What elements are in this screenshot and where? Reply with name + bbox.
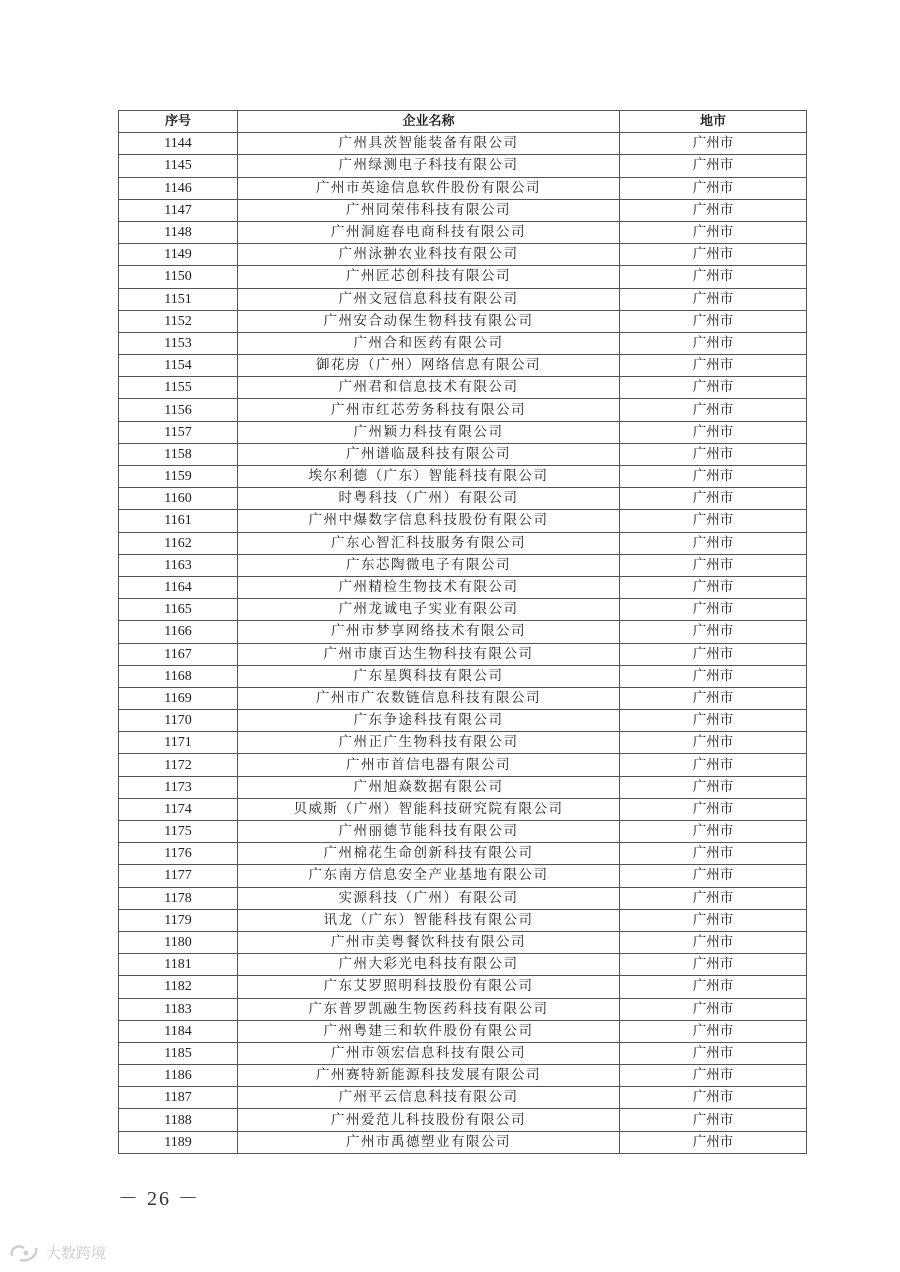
- row-company-name: 广州市广农数链信息科技有限公司: [238, 687, 620, 709]
- row-serial: 1178: [119, 887, 238, 909]
- row-company-name: 广州市梦享网络技术有限公司: [238, 621, 620, 643]
- row-city: 广州市: [620, 887, 807, 909]
- row-serial: 1169: [119, 687, 238, 709]
- table-row: [119, 931, 807, 953]
- table-row: [119, 554, 807, 576]
- row-serial: 1170: [119, 710, 238, 732]
- row-company-name: 广州洞庭春电商科技有限公司: [238, 221, 620, 243]
- row-company-name: 广州中爆数字信息科技股份有限公司: [238, 510, 620, 532]
- row-company-name: 广州丽德节能科技有限公司: [238, 821, 620, 843]
- row-company-name: 广州市禹德塑业有限公司: [238, 1131, 620, 1153]
- row-serial: 1154: [119, 355, 238, 377]
- row-company-name: 广州棉花生命创新科技有限公司: [238, 843, 620, 865]
- row-company-name: 时粤科技（广州）有限公司: [238, 488, 620, 510]
- row-company-name: 广东争途科技有限公司: [238, 710, 620, 732]
- row-city: 广州市: [620, 732, 807, 754]
- table-row: [119, 399, 807, 421]
- row-serial: 1176: [119, 843, 238, 865]
- row-company-name: 广州同荣伟科技有限公司: [238, 199, 620, 221]
- table-row: [119, 865, 807, 887]
- row-city: 广州市: [620, 931, 807, 953]
- row-city: 广州市: [620, 377, 807, 399]
- table-row: [119, 887, 807, 909]
- row-company-name: 广州正广生物科技有限公司: [238, 732, 620, 754]
- row-serial: 1145: [119, 155, 238, 177]
- row-serial: 1157: [119, 421, 238, 443]
- table-row: [119, 643, 807, 665]
- table-row: [119, 133, 807, 155]
- row-company-name: 实源科技（广州）有限公司: [238, 887, 620, 909]
- row-serial: 1174: [119, 798, 238, 820]
- table-row: [119, 1065, 807, 1087]
- row-serial: 1168: [119, 665, 238, 687]
- row-serial: 1189: [119, 1131, 238, 1153]
- row-company-name: 广州赛特新能源科技发展有限公司: [238, 1065, 620, 1087]
- row-serial: 1147: [119, 199, 238, 221]
- row-company-name: 广州市英途信息软件股份有限公司: [238, 177, 620, 199]
- row-city: 广州市: [620, 332, 807, 354]
- row-serial: 1144: [119, 133, 238, 155]
- row-city: 广州市: [620, 1087, 807, 1109]
- row-serial: 1155: [119, 377, 238, 399]
- row-serial: 1184: [119, 1020, 238, 1042]
- table-row: [119, 155, 807, 177]
- row-city: 广州市: [620, 510, 807, 532]
- table-row: [119, 332, 807, 354]
- row-serial: 1181: [119, 954, 238, 976]
- table-row: [119, 710, 807, 732]
- table-row: [119, 665, 807, 687]
- table-row: [119, 266, 807, 288]
- row-company-name: 广州市红芯劳务科技有限公司: [238, 399, 620, 421]
- row-serial: 1153: [119, 332, 238, 354]
- row-city: 广州市: [620, 710, 807, 732]
- row-company-name: 广东星舆科技有限公司: [238, 665, 620, 687]
- row-city: 广州市: [620, 599, 807, 621]
- row-city: 广州市: [620, 443, 807, 465]
- row-city: 广州市: [620, 643, 807, 665]
- row-company-name: 御花房（广州）网络信息有限公司: [238, 355, 620, 377]
- table-row: [119, 776, 807, 798]
- row-city: 广州市: [620, 998, 807, 1020]
- table-row: [119, 821, 807, 843]
- row-city: 广州市: [620, 177, 807, 199]
- row-city: 广州市: [620, 1042, 807, 1064]
- page-number: － 26 －: [118, 1188, 200, 1210]
- row-serial: 1165: [119, 599, 238, 621]
- table-row: [119, 443, 807, 465]
- table-row: [119, 1042, 807, 1064]
- header-city: 地市: [620, 111, 807, 133]
- row-company-name: 广州粤建三和软件股份有限公司: [238, 1020, 620, 1042]
- watermark-logo-icon: [8, 1240, 42, 1264]
- row-company-name: 广州市首信电器有限公司: [238, 754, 620, 776]
- table-row: [119, 576, 807, 598]
- row-serial: 1159: [119, 466, 238, 488]
- row-company-name: 广东芯陶微电子有限公司: [238, 554, 620, 576]
- row-city: 广州市: [620, 1020, 807, 1042]
- row-company-name: 广州具茨智能装备有限公司: [238, 133, 620, 155]
- row-serial: 1186: [119, 1065, 238, 1087]
- row-serial: 1148: [119, 221, 238, 243]
- row-city: 广州市: [620, 843, 807, 865]
- row-city: 广州市: [620, 821, 807, 843]
- row-city: 广州市: [620, 488, 807, 510]
- watermark-text: 大数跨境: [46, 1243, 107, 1262]
- table-row: [119, 510, 807, 532]
- row-city: 广州市: [620, 776, 807, 798]
- row-serial: 1146: [119, 177, 238, 199]
- table-row: [119, 1131, 807, 1153]
- table-row: [119, 909, 807, 931]
- row-company-name: 广州文冠信息科技有限公司: [238, 288, 620, 310]
- row-city: 广州市: [620, 133, 807, 155]
- company-table: [118, 110, 807, 1154]
- row-serial: 1164: [119, 576, 238, 598]
- table-row: [119, 288, 807, 310]
- row-city: 广州市: [620, 665, 807, 687]
- table-row: [119, 798, 807, 820]
- row-city: 广州市: [620, 1131, 807, 1153]
- row-city: 广州市: [620, 532, 807, 554]
- row-serial: 1185: [119, 1042, 238, 1064]
- table-row: [119, 1020, 807, 1042]
- row-city: 广州市: [620, 221, 807, 243]
- row-city: 广州市: [620, 421, 807, 443]
- row-serial: 1188: [119, 1109, 238, 1131]
- row-city: 广州市: [620, 355, 807, 377]
- table-row: [119, 954, 807, 976]
- row-city: 广州市: [620, 155, 807, 177]
- table-row: [119, 532, 807, 554]
- row-city: 广州市: [620, 288, 807, 310]
- row-company-name: 广州颖力科技有限公司: [238, 421, 620, 443]
- header-serial: 序号: [119, 111, 238, 133]
- watermark: [8, 1240, 106, 1264]
- table-row: [119, 488, 807, 510]
- row-serial: 1162: [119, 532, 238, 554]
- row-serial: 1151: [119, 288, 238, 310]
- row-company-name: 广州谱临晟科技有限公司: [238, 443, 620, 465]
- table-row: [119, 1109, 807, 1131]
- row-company-name: 广州龙诚电子实业有限公司: [238, 599, 620, 621]
- row-serial: 1183: [119, 998, 238, 1020]
- row-serial: 1160: [119, 488, 238, 510]
- row-city: 广州市: [620, 865, 807, 887]
- row-serial: 1166: [119, 621, 238, 643]
- table-body: [119, 133, 807, 1154]
- table-row: [119, 244, 807, 266]
- row-serial: 1152: [119, 310, 238, 332]
- row-city: 广州市: [620, 576, 807, 598]
- row-serial: 1179: [119, 909, 238, 931]
- row-city: 广州市: [620, 909, 807, 931]
- table-row: [119, 621, 807, 643]
- row-company-name: 广东普罗凯融生物医药科技有限公司: [238, 998, 620, 1020]
- row-company-name: 广东心智汇科技服务有限公司: [238, 532, 620, 554]
- table-row: [119, 732, 807, 754]
- row-company-name: 广州匠芯创科技有限公司: [238, 266, 620, 288]
- row-city: 广州市: [620, 266, 807, 288]
- table-row: [119, 998, 807, 1020]
- company-table-container: [118, 110, 806, 1154]
- row-city: 广州市: [620, 310, 807, 332]
- row-city: 广州市: [620, 754, 807, 776]
- row-company-name: 广州泳翀农业科技有限公司: [238, 244, 620, 266]
- table-row: [119, 754, 807, 776]
- row-company-name: 广州旭焱数据有限公司: [238, 776, 620, 798]
- table-row: [119, 687, 807, 709]
- row-company-name: 广州市美粤餐饮科技有限公司: [238, 931, 620, 953]
- table-row: [119, 310, 807, 332]
- row-company-name: 广东艾罗照明科技股份有限公司: [238, 976, 620, 998]
- table-row: [119, 355, 807, 377]
- table-row: [119, 421, 807, 443]
- row-serial: 1171: [119, 732, 238, 754]
- row-company-name: 贝威斯（广州）智能科技研究院有限公司: [238, 798, 620, 820]
- row-company-name: 广州绿测电子科技有限公司: [238, 155, 620, 177]
- row-serial: 1156: [119, 399, 238, 421]
- table-row: [119, 177, 807, 199]
- row-company-name: 广州君和信息技术有限公司: [238, 377, 620, 399]
- row-city: 广州市: [620, 798, 807, 820]
- row-city: 广州市: [620, 954, 807, 976]
- row-serial: 1187: [119, 1087, 238, 1109]
- row-serial: 1182: [119, 976, 238, 998]
- row-city: 广州市: [620, 554, 807, 576]
- row-city: 广州市: [620, 1109, 807, 1131]
- row-company-name: 广东南方信息安全产业基地有限公司: [238, 865, 620, 887]
- table-row: [119, 599, 807, 621]
- table-row: [119, 377, 807, 399]
- row-company-name: 广州安合动保生物科技有限公司: [238, 310, 620, 332]
- table-row: [119, 1087, 807, 1109]
- table-row: [119, 466, 807, 488]
- row-city: 广州市: [620, 687, 807, 709]
- table-row: [119, 221, 807, 243]
- row-serial: 1150: [119, 266, 238, 288]
- table-header-row: [119, 111, 807, 133]
- row-serial: 1161: [119, 510, 238, 532]
- row-city: 广州市: [620, 976, 807, 998]
- row-serial: 1149: [119, 244, 238, 266]
- row-city: 广州市: [620, 1065, 807, 1087]
- table-row: [119, 199, 807, 221]
- row-serial: 1163: [119, 554, 238, 576]
- row-serial: 1158: [119, 443, 238, 465]
- row-company-name: 广州合和医药有限公司: [238, 332, 620, 354]
- row-city: 广州市: [620, 621, 807, 643]
- row-city: 广州市: [620, 199, 807, 221]
- row-company-name: 广州精检生物技术有限公司: [238, 576, 620, 598]
- row-serial: 1180: [119, 931, 238, 953]
- row-city: 广州市: [620, 466, 807, 488]
- row-serial: 1173: [119, 776, 238, 798]
- row-serial: 1172: [119, 754, 238, 776]
- table-row: [119, 843, 807, 865]
- row-serial: 1167: [119, 643, 238, 665]
- row-company-name: 广州大彩光电科技有限公司: [238, 954, 620, 976]
- row-company-name: 讯龙（广东）智能科技有限公司: [238, 909, 620, 931]
- row-city: 广州市: [620, 244, 807, 266]
- row-company-name: 广州市康百达生物科技有限公司: [238, 643, 620, 665]
- row-city: 广州市: [620, 399, 807, 421]
- row-company-name: 广州平云信息科技有限公司: [238, 1087, 620, 1109]
- row-serial: 1177: [119, 865, 238, 887]
- header-company-name: 企业名称: [238, 111, 620, 133]
- row-company-name: 广州市领宏信息科技有限公司: [238, 1042, 620, 1064]
- row-company-name: 埃尔利德（广东）智能科技有限公司: [238, 466, 620, 488]
- row-company-name: 广州爱范儿科技股份有限公司: [238, 1109, 620, 1131]
- row-serial: 1175: [119, 821, 238, 843]
- table-row: [119, 976, 807, 998]
